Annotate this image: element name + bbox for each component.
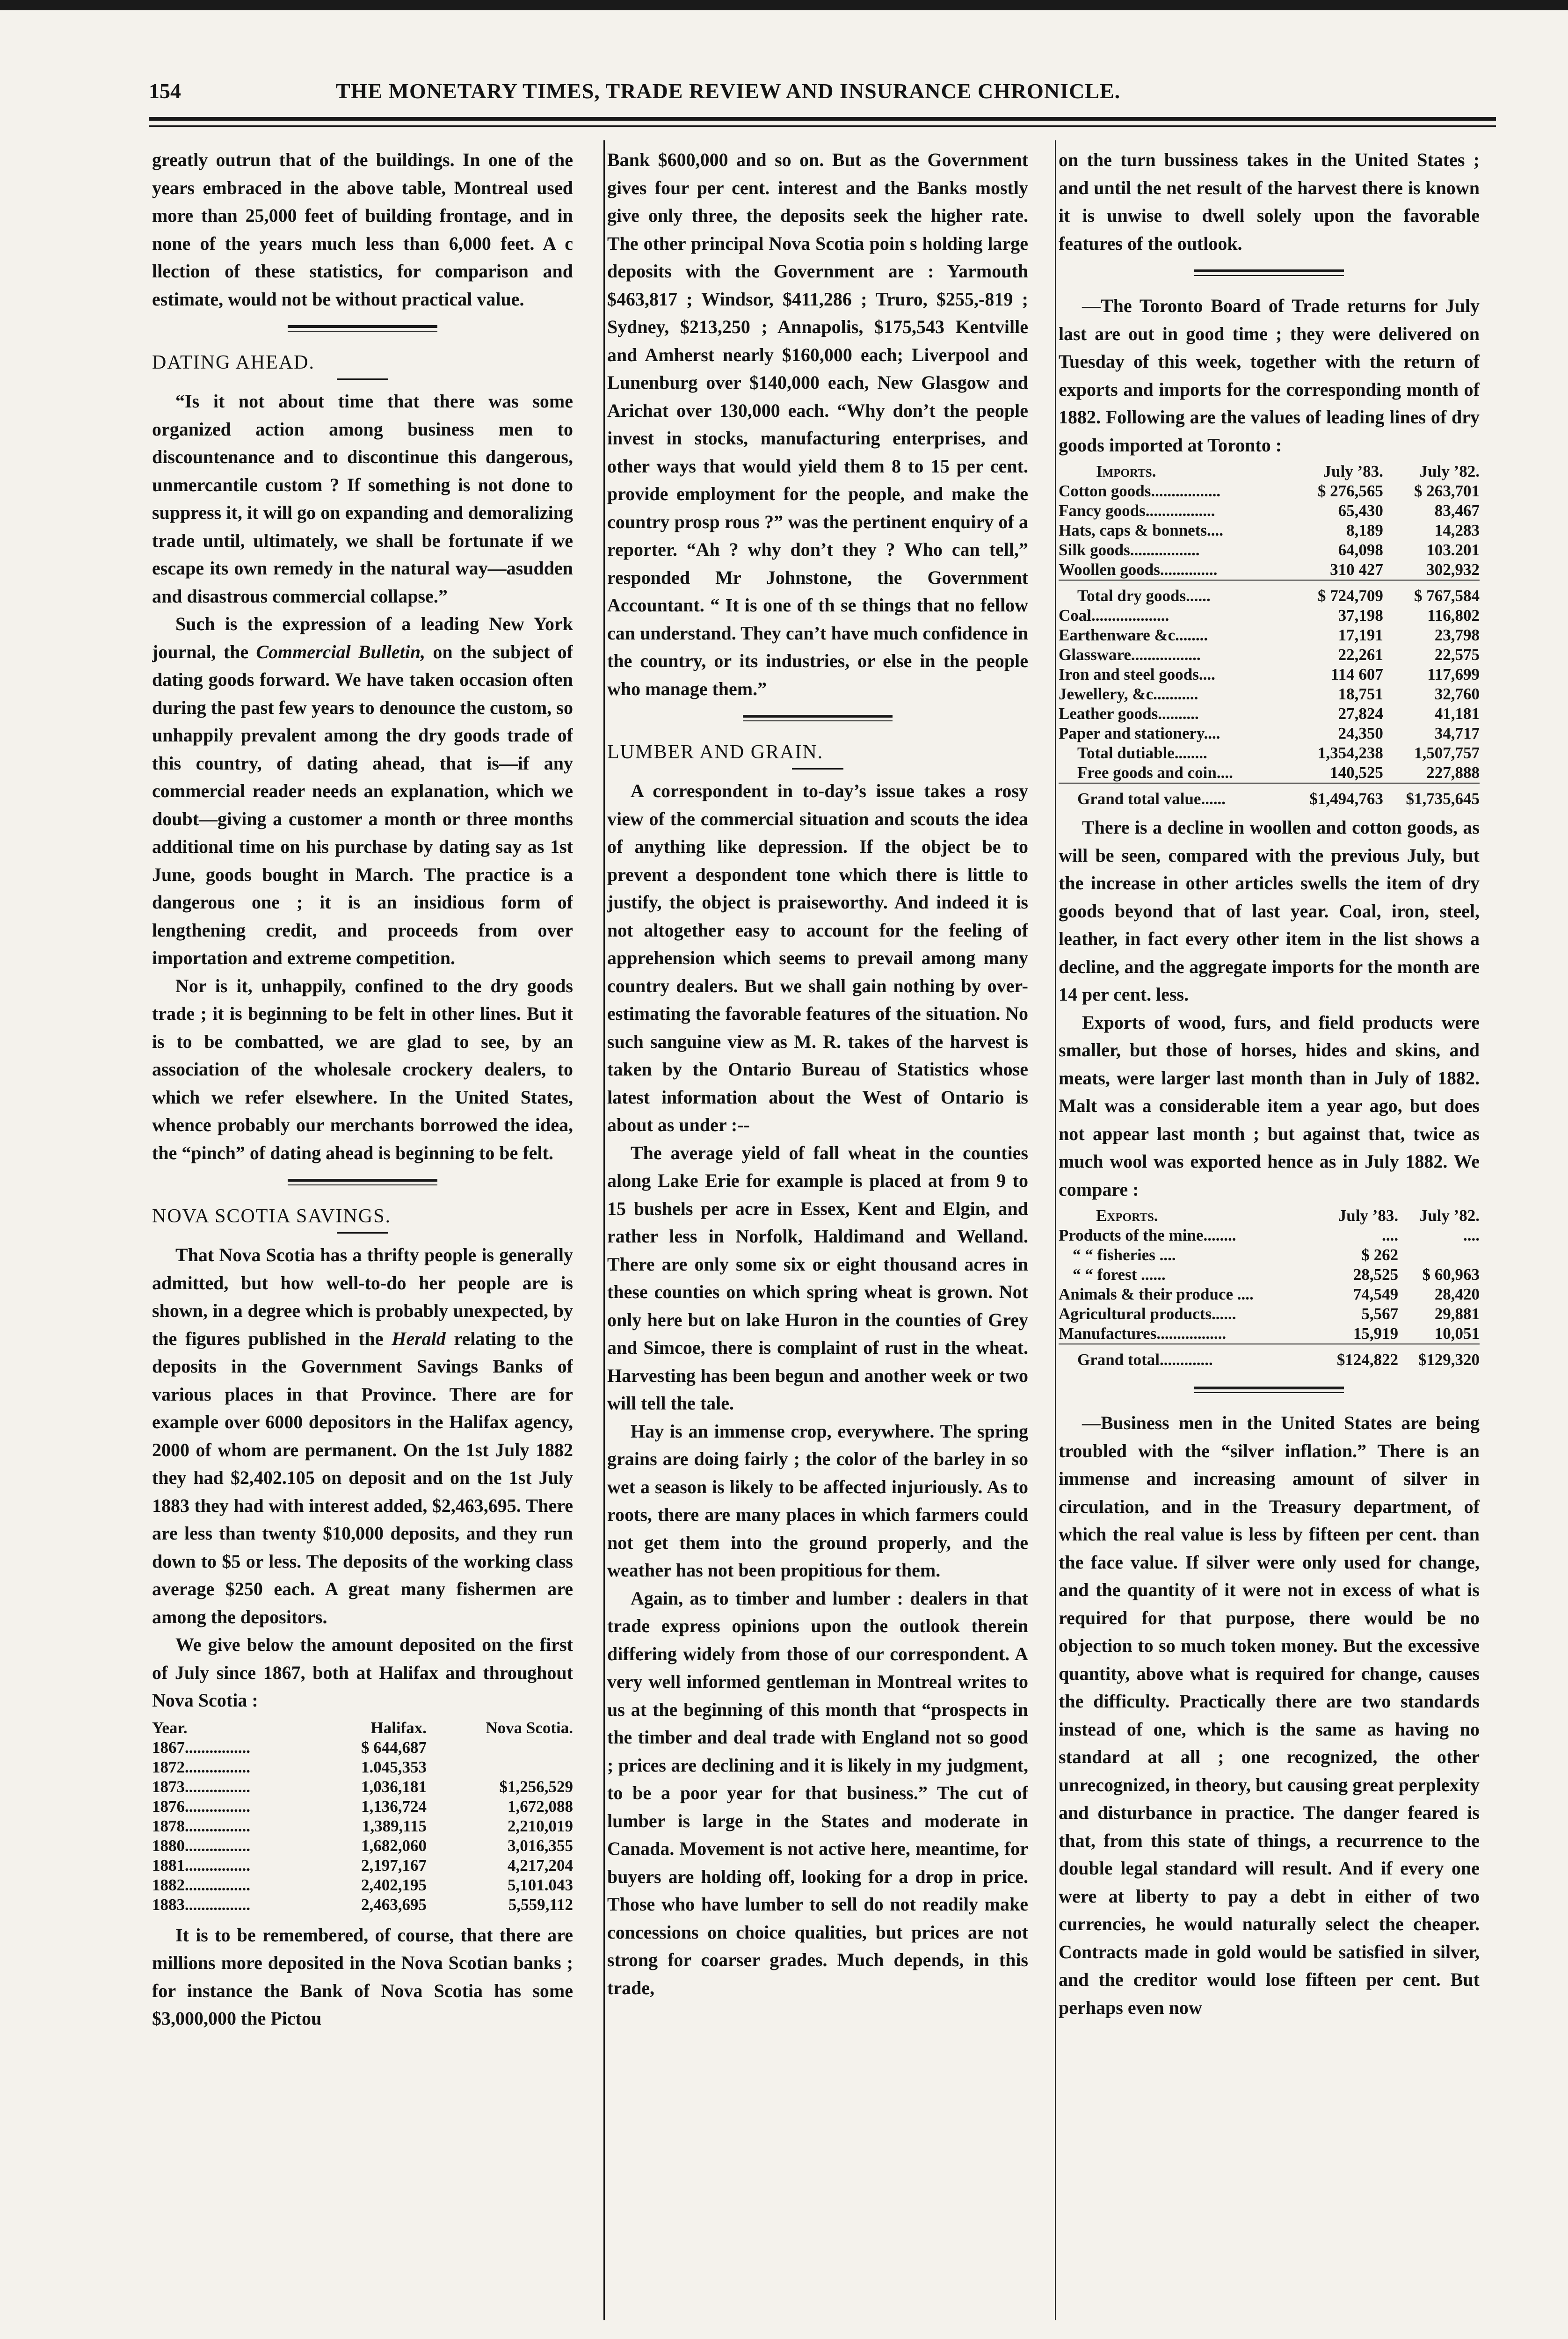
heading-underline xyxy=(792,768,843,770)
table-cell: Fancy goods xyxy=(1059,501,1146,520)
table-cell: $124,822 xyxy=(1317,1344,1398,1370)
table-cell: 34,717 xyxy=(1434,724,1480,742)
nova-paragraph-2: We give below the amount deposited on the first of July since 1867, both at Halifax and throughout Nova Scotia : xyxy=(152,1634,573,1711)
lumber-paragraph-3: Hay is an immense crop, everywhere. The spring grains are doing fairly ; the color of the barley in so wet a season is likely to be affected injuriously. As to roots, there are many places in which farmers could not get them into the ground properly, and the weather has not been propitious for them. xyxy=(607,1420,1028,1581)
table-cell: $ 262 xyxy=(1361,1246,1399,1264)
table-cell: 3,016,355 xyxy=(508,1836,573,1855)
intro-paragraph: greatly outrun that of the buildings. In one of the years embraced in the above table, Montreal used more than 25,000 feet of building frontage, and in none of the years much less than 6,000 feet. A c llection of these statistics, for comparison and estimate, would not be without practical value. xyxy=(152,149,573,310)
table-cell: 1876 xyxy=(152,1797,185,1816)
page-header xyxy=(149,79,1496,107)
nova-paragraph-1 xyxy=(152,1241,573,1631)
table-cell: “ “ fisheries xyxy=(1073,1246,1155,1264)
table-cell: 116,802 xyxy=(1427,606,1480,625)
table-cell: 22,575 xyxy=(1434,646,1480,664)
table-cell: 1882 xyxy=(152,1875,185,1894)
table-row: Iron and steel goods.... 114 607 117,699 xyxy=(1059,665,1480,683)
section-separator xyxy=(152,313,573,348)
table-cell: 83,467 xyxy=(1434,501,1480,520)
table-cell: 1,136,724 xyxy=(361,1797,427,1816)
table-row: Glassware................. 22,261 22,575 xyxy=(1059,646,1480,664)
table-cell: 22,261 xyxy=(1338,646,1383,664)
table-row: “ “ forest ...... 28,525 $ 60,963 xyxy=(1073,1265,1480,1284)
table-row: Silk goods................. 64,098 103.201 xyxy=(1059,541,1480,559)
table-cell: 1,682,060 xyxy=(361,1836,427,1855)
table-cell: Grand total xyxy=(1077,1351,1160,1369)
table-cell: 1872 xyxy=(152,1758,185,1776)
table-cell: .... xyxy=(1382,1226,1399,1244)
newspaper-name: Herald xyxy=(392,1328,446,1349)
table-header: Nova Scotia. xyxy=(486,1718,573,1737)
table-cell: 8,189 xyxy=(1346,521,1383,539)
header-rule-thick xyxy=(149,117,1496,121)
table-row: Hats, caps & bonnets.... 8,189 14,283 xyxy=(1059,521,1480,539)
table-header: July ’82. xyxy=(1419,1206,1480,1225)
table-header: Imports. xyxy=(1096,462,1156,480)
table-cell xyxy=(427,1738,573,1758)
table-cell: 2,402,195 xyxy=(361,1875,427,1894)
table-row: 1873................ 1,036,181 $1,256,529 xyxy=(152,1777,573,1796)
table-cell: 1.045,353 xyxy=(361,1758,427,1776)
table-cell: 5,567 xyxy=(1361,1305,1399,1323)
table-cell: Iron and steel goods xyxy=(1059,665,1199,683)
running-title: THE MONETARY TIMES, TRADE REVIEW AND INSURANCE CHRONICLE. xyxy=(336,79,1121,103)
table-cell: Hats, caps & bonnets xyxy=(1059,521,1207,539)
table-cell: 1,389,115 xyxy=(362,1816,427,1835)
table-cell: $ 276,565 xyxy=(1317,482,1383,500)
toronto-paragraph-2: There is a decline in woollen and cotton goods, as will be seen, compared with the previous July, but the increase in other articles swells the item of dry goods beyond that of last year. Coal, iron, steel, leather, in fact every other item in the list shows a decline, and the aggregate imports for the month are 14 per cent. less. xyxy=(1059,817,1480,1005)
toronto-paragraph-3: Exports of wood, furs, and field products were smaller, but those of horses, hides and skins, and meats, were larger last month than in July of 1882. Malt was a considerable item a year ago, but does not appear last month ; but against that, twice as much wool was exported hence as in July 1882. We compare : xyxy=(1059,1011,1480,1200)
header-rule-thin xyxy=(149,125,1496,127)
table-cell: Agricultural products xyxy=(1059,1305,1212,1323)
table-header: Halifax. xyxy=(370,1718,427,1737)
table-cell: 4,217,204 xyxy=(508,1856,573,1874)
table-cell: 1,672,088 xyxy=(508,1797,573,1816)
table-cell: Earthenware &c xyxy=(1059,626,1176,644)
table-cell: 14,283 xyxy=(1434,521,1480,539)
table-cell: 17,191 xyxy=(1338,626,1383,644)
table-row: Coal................... 37,198 116,802 xyxy=(1059,606,1480,625)
column-divider-left xyxy=(603,140,605,2320)
table-row: Grand total............. $124,822 $129,320 xyxy=(1059,1344,1480,1370)
table-cell: Animals & their produce xyxy=(1059,1285,1234,1303)
table-cell: 64,098 xyxy=(1338,541,1383,559)
table-row: Paper and stationery.... 24,350 34,717 xyxy=(1059,724,1480,742)
table-cell: 10,051 xyxy=(1434,1324,1480,1343)
table-row: Fancy goods................. 65,430 83,467 xyxy=(1059,501,1480,520)
table-cell: 27,824 xyxy=(1338,705,1383,723)
table-cell: $ 644,687 xyxy=(361,1738,427,1757)
table-row: 1880................ 1,682,060 3,016,355 xyxy=(152,1836,573,1855)
table-row: Total dry goods...... $ 724,709 $ 767,584 xyxy=(1059,580,1480,606)
toronto-paragraph-1: —The Toronto Board of Trade returns for July last are out in good time ; they were delivered on Tuesday of this week, together with the return of exports and imports for the corresponding month of 1882. Following are the values of leading lines of dry goods imported at Toronto : xyxy=(1059,295,1480,456)
table-cell: Jewellery, &c xyxy=(1059,685,1154,703)
lumber-grain-heading: LUMBER AND GRAIN. xyxy=(607,741,824,763)
lumber-paragraph-4: Again, as to timber and lumber : dealers in that trade express opinions upon the outlook therein differing widely from those of our correspondent. A very well informed gentleman in Montreal writes to us at the beginning of this month that “prospects in the timber and deal trade with England not so good ; prices are declining and it is likely in my judgment, to be a poor year for that business.” The cut of lumber is large in the States and moderate in Canada. Movement is not active here, meantime, for buyers are holding off, looking for a drop in price. Those who have lumber to sell do not readily make concessions on choice qualities, but prices are not strong for coarser grades. Much depends, in this trade, xyxy=(607,1587,1028,1998)
table-cell: 5,559,112 xyxy=(508,1895,573,1914)
table-cell: 18,751 xyxy=(1338,685,1383,703)
lumber-paragraph-2: The average yield of fall wheat in the counties along Lake Erie for example is placed at from 9 to 15 bushels per acre in Essex, Kent and Elgin, and rather less in Norfolk, Haldimand and Welland. There are only some six or eight thousand acres in these counties on which spring wheat is grown. Not only here but on lake Huron in the counties of Grey and Simcoe, there is complaint of rust in the wheat. Harvesting has been begun and another week or two will tell the tale. xyxy=(607,1142,1028,1414)
table-row: Total dutiable........ 1,354,238 1,507,757 xyxy=(1077,744,1480,762)
table-row: Products of the mine........ .... .... xyxy=(1059,1226,1480,1244)
table-cell: 2,197,167 xyxy=(361,1856,427,1874)
table-row: 1883................ 2,463,695 5,559,112 xyxy=(152,1895,573,1914)
table-cell: 23,798 xyxy=(1434,626,1480,644)
section-separator xyxy=(1059,1374,1480,1409)
table-cell: 15,919 xyxy=(1353,1324,1399,1343)
table-cell: 302,932 xyxy=(1426,560,1480,579)
table-cell: Total dutiable xyxy=(1077,744,1175,762)
lumber-continued-paragraph: on the turn bussiness takes in the United States ; and until the net result of the harvest there is known it is unwise to dwell solely upon the favorable features of the outlook. xyxy=(1059,149,1480,254)
table-row: “ “ fisheries .... $ 262 xyxy=(1059,1245,1480,1265)
table-row: Cotton goods................. $ 276,565 $ 263,701 xyxy=(1059,482,1480,500)
table-cell: 74,549 xyxy=(1353,1285,1399,1303)
table-cell: Grand total value xyxy=(1077,790,1201,808)
dating-paragraph-1: “Is it not about time that there was some organized action among business men to discountenance and to discontinue this dangerous, unmercantile custom ? If something is not done to suppress it, it will go on expanding and demoralizing trade until, ultimately, we shall be fortunate if we escape its own remedy in the natural way—asudden and disastrous commercial collapse.” xyxy=(152,391,573,607)
column-1 xyxy=(152,146,573,2335)
lumber-paragraph-1: A correspondent in to-day’s issue takes a rosy view of the commercial situation and scouts the idea of anything like depression. If the object be to prevent a despondent tone which there is little to justify, the object is praiseworthy. And indeed it is not altogether easy to account for the feeling of apprehension which seems to prevail among many country dealers. But we shall gain nothing by over-estimating the favorable features of the situation. No such sanguine view as M. R. takes of the harvest is taken by the Ontario Bureau of Statistics whose latest information about the West of Ontario is about as under :-- xyxy=(607,780,1028,1135)
table-row: 1872................ 1.045,353 xyxy=(152,1758,573,1777)
table-cell xyxy=(1398,1245,1480,1265)
table-header-row xyxy=(1059,1206,1480,1226)
table-cell: Manufactures xyxy=(1059,1324,1157,1343)
table-header: July ’83. xyxy=(1323,462,1383,480)
table-cell: 37,198 xyxy=(1338,606,1383,625)
table-cell: 310 427 xyxy=(1330,560,1383,579)
table-header: Year. xyxy=(152,1718,188,1737)
dating-ahead-heading: DATING AHEAD. xyxy=(152,352,315,373)
table-cell: 24,350 xyxy=(1338,724,1383,742)
heading-underline xyxy=(337,1232,388,1234)
table-cell: $1,735,645 xyxy=(1383,783,1480,809)
table-row: Jewellery, &c........... 18,751 32,760 xyxy=(1059,685,1480,703)
table-cell: $ 60,963 xyxy=(1422,1265,1480,1284)
table-cell: 1,036,181 xyxy=(361,1777,427,1796)
silver-paragraph: —Business men in the United States are being troubled with the “silver inflation.” There is an immense and increasing amount of silver in circulation, and in the Treasury department, of which the real value is less by fifteen per cent. than the face value. If silver were only used for change, and the quantity of it were not in excess of what is required for that purpose, there would be no objection to so much token money. But the excessive quantity, above what is required for change, causes the difficulty. Practically there are two standards instead of one, which is the same as having no standard at all ; one recognized, the other unrecognized, in theory, but causing great perplexity and disturbance in practice. The danger feared is that, from this state of things, a recurrence to the double legal standard will result. And if every one were at liberty to pay a debt in either of two currencies, he would naturally select the cheaper. Contracts made in gold would be satisfied in silver, and the creditor would lose fifteen per cent. But perhaps even now xyxy=(1059,1412,1480,2018)
table-cell: 117,699 xyxy=(1427,665,1480,683)
exports-table xyxy=(1059,1206,1480,1370)
deposits-table xyxy=(152,1718,573,1915)
table-header: July ’83. xyxy=(1338,1206,1399,1225)
table-cell: 227,888 xyxy=(1426,763,1480,782)
table-cell: 1880 xyxy=(152,1836,185,1855)
table-cell: Paper and stationery xyxy=(1059,724,1204,742)
table-cell: $1,494,763 xyxy=(1287,783,1383,809)
table-row: 1876................ 1,136,724 1,672,088 xyxy=(152,1797,573,1816)
table-cell: 2,463,695 xyxy=(361,1895,427,1914)
table-row: 1867................ $ 644,687 xyxy=(152,1738,573,1758)
imports-table xyxy=(1059,462,1480,809)
column-2 xyxy=(607,146,1028,2335)
table-cell: 103.201 xyxy=(1426,541,1480,559)
table-cell: 1,507,757 xyxy=(1414,744,1480,762)
table-cell: $129,320 xyxy=(1398,1344,1480,1370)
nova-scotia-heading: NOVA SCOTIA SAVINGS. xyxy=(152,1206,392,1227)
table-cell: “ “ forest xyxy=(1073,1265,1137,1284)
table-row: Leather goods.......... 27,824 41,181 xyxy=(1059,705,1480,723)
table-cell: 1878 xyxy=(152,1816,185,1835)
table-cell: Coal xyxy=(1059,606,1091,625)
table-row: Agricultural products...... 5,567 29,881 xyxy=(1059,1305,1480,1323)
section-separator xyxy=(1059,257,1480,292)
column-3 xyxy=(1059,146,1480,2335)
table-cell: 32,760 xyxy=(1434,685,1480,703)
scan-top-edge xyxy=(0,0,1568,10)
table-cell: 1867 xyxy=(152,1738,185,1757)
table-row: Grand total value...... $1,494,763 $1,735,645 xyxy=(1059,783,1480,809)
section-separator xyxy=(607,703,1028,737)
table-row: Earthenware &c........ 17,191 23,798 xyxy=(1059,626,1480,644)
table-header: Exports. xyxy=(1096,1206,1158,1225)
table-cell: 140,525 xyxy=(1330,763,1383,782)
table-row: Free goods and coin.... 140,525 227,888 xyxy=(1059,763,1480,783)
page-number: 154 xyxy=(149,79,181,103)
table-cell: $ 767,584 xyxy=(1383,580,1480,606)
table-cell: .... xyxy=(1463,1226,1480,1244)
dating-paragraph-2 xyxy=(152,610,573,972)
table-cell: 65,430 xyxy=(1338,501,1383,520)
table-row: Manufactures................. 15,919 10,051 xyxy=(1059,1324,1480,1344)
table-cell: Silk goods xyxy=(1059,541,1130,559)
table-cell: 28,525 xyxy=(1353,1265,1399,1284)
section-separator xyxy=(152,1167,573,1201)
table-header-row xyxy=(1059,462,1480,481)
table-header: July ’82. xyxy=(1419,462,1480,480)
table-cell: 1,354,238 xyxy=(1317,744,1383,762)
table-row: 1881................ 2,197,167 4,217,204 xyxy=(152,1856,573,1874)
table-cell: 1883 xyxy=(152,1895,185,1914)
table-cell: 41,181 xyxy=(1434,705,1480,723)
table-cell: 114 607 xyxy=(1331,665,1383,683)
table-cell: $ 263,701 xyxy=(1414,482,1480,500)
table-cell: 2,210,019 xyxy=(508,1816,573,1835)
nova-p1-end: relating to the deposits in the Government Savings Banks of various places in that Province. There are for example over 6000 depositors in the Halifax agency, 2000 of whom are permanent. On the 1st July 1882 they had $2,402.105 on deposit and on the 1st July 1883 they had with interest added, $2,463,695. There are less than twenty $10,000 deposits, and they run down to $5 or less. The deposits of the working class average $250 each. A great many fishermen are among the depositors. xyxy=(152,1328,573,1627)
table-cell: Glassware xyxy=(1059,646,1131,664)
table-cell: $1,256,529 xyxy=(499,1777,573,1796)
table-row: 1878................ 1,389,115 2,210,019 xyxy=(152,1816,573,1835)
table-cell: Free goods and coin xyxy=(1077,763,1217,782)
table-cell: Products of the mine xyxy=(1059,1226,1204,1244)
table-cell: 5,101.043 xyxy=(508,1875,573,1894)
table-header-row xyxy=(152,1718,573,1738)
table-cell: Cotton goods xyxy=(1059,482,1151,500)
table-row: Woollen goods.............. 310 427 302,932 xyxy=(1059,560,1480,580)
table-cell: 29,881 xyxy=(1434,1305,1480,1323)
table-cell: $ 724,709 xyxy=(1287,580,1383,606)
nova-paragraph-3: It is to be remembered, of course, that there are millions more deposited in the Nova Scotian banks ; for instance the Bank of Nova Scotia has some $3,000,000 the Pictou xyxy=(152,1924,573,2029)
heading-underline xyxy=(337,378,388,380)
table-row: 1882................ 2,402,195 5,101.043 xyxy=(152,1875,573,1894)
table-cell: Total dry goods xyxy=(1077,587,1186,605)
table-row: Animals & their produce .... 74,549 28,420 xyxy=(1059,1285,1480,1303)
column-divider-right xyxy=(1055,140,1056,2320)
table-cell: Woollen goods xyxy=(1059,560,1160,579)
journal-name: Commercial Bulletin, xyxy=(256,641,426,662)
dating-paragraph-3: Nor is it, unhappily, confined to the dry goods trade ; it is beginning to be felt in other lines. But it is to be combatted, we are glad to see, by an association of the wholesale crockery dealers, to which we refer elsewhere. In the United States, whence probably our merchants borrowed the idea, the “pinch” of dating ahead is beginning to be felt. xyxy=(152,975,573,1163)
dating-p2-end: on the subject of dating goods forward. We have taken occasion often during the past few years to denounce the custom, so unhappily prevalent among the dry goods trade of this country, of dating ahead, that is—if any commercial reader needs an explanation, which we doubt—giving a customer a month or three months additional time on his purchase by dating say as 1st June, goods bought in March. The practice is a dangerous one ; it is an insidious form of lengthening credit, and proceeds from over importation and extreme competition. xyxy=(152,641,573,968)
table-cell: 1881 xyxy=(152,1856,185,1874)
table-cell: 1873 xyxy=(152,1777,185,1796)
table-cell xyxy=(427,1758,573,1777)
nova-p1-start: That Nova Scotia has a thrifty people is generally admitted, but how well-to-do her people are is shown, in a degree which is probably unexpected, by the figures published in the xyxy=(152,1244,573,1349)
nova-continued-paragraph: Bank $600,000 and so on. But as the Government gives four per cent. interest and the Banks mostly give only three, the deposits seek the higher rate. The other principal Nova Scotia poin s holding large deposits with the Government are : Yarmouth $463,817 ; Windsor, $411,286 ; Truro, $255,-819 ; Sydney, $213,250 ; Annapolis, $175,543 Kentville and Amherst nearly $160,000 each; Liverpool and Lunenburg over $140,000 each, New Glasgow and Arichat over 130,000 each. “Why don’t the people invest in stocks, manufacturing enterprises, and other ways that would yield them 8 to 15 per cent. provide employment for the people, and make the country prosp rous ?” was the pertinent enquiry of a reporter. “Ah ? why don’t they ? Who can tell,” responded Mr Johnstone, the Government Accountant. “ It is one of th se things that no fellow can understand. They can’t have much confidence in the country, or its industries, or else in the people who manage them.” xyxy=(607,149,1028,699)
table-cell: 28,420 xyxy=(1434,1285,1480,1303)
table-cell: Leather goods xyxy=(1059,705,1158,723)
dating-p2-start: Such is the expression of a leading New York journal, the xyxy=(152,613,573,662)
